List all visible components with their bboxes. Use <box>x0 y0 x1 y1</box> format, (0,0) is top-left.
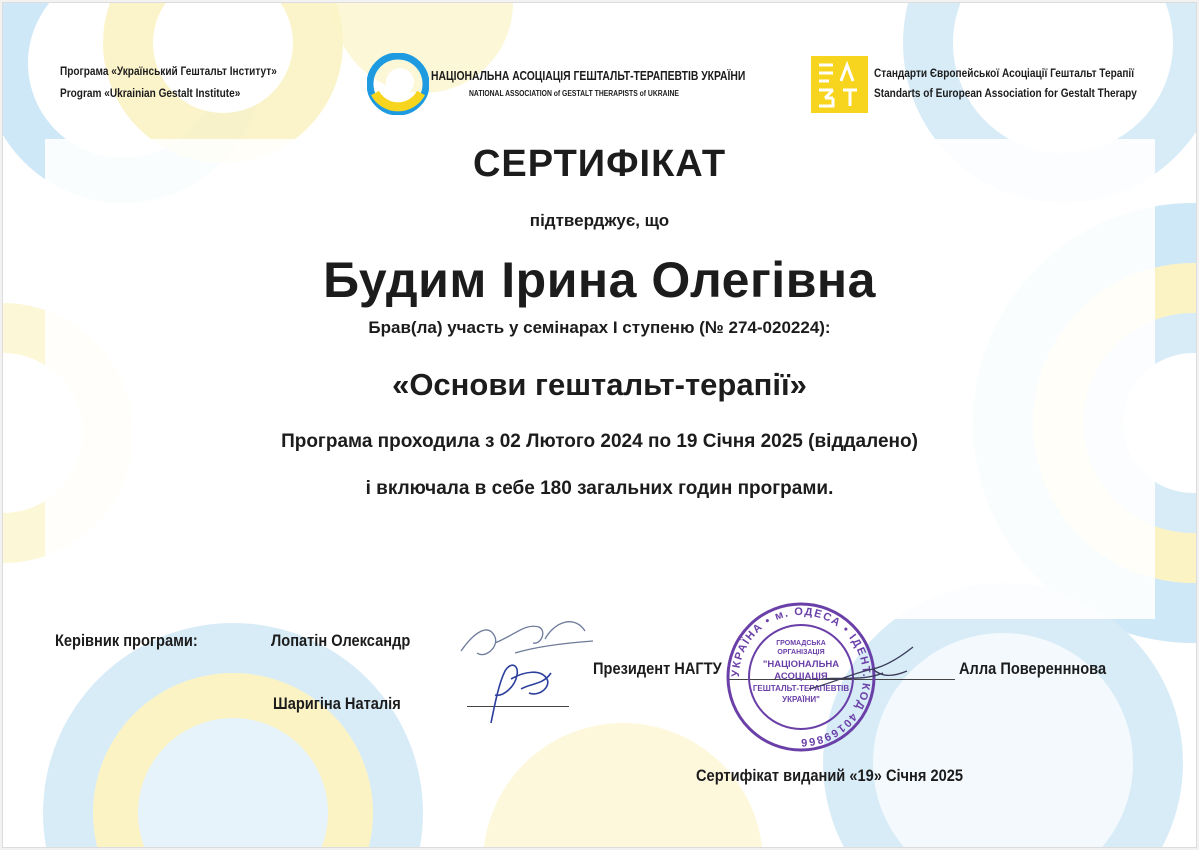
stamp-line-5: ГЕШТАЛЬТ-ТЕРАПЕВТІВ <box>752 684 850 693</box>
stamp-line-2: ОРГАНІЗАЦІЯ <box>777 649 825 656</box>
issue-date: Сертифікат виданий «19» Січня 2025 <box>696 766 964 785</box>
program-name-en: Program «Ukrainian Gestalt Institute» <box>60 86 241 100</box>
certificate-page <box>2 2 1197 848</box>
head-signature-icon <box>455 613 605 728</box>
association-name-en: NATIONAL ASSOCIATION of GESTALT THERAPISTS of UKRAINE <box>469 89 679 98</box>
participation-text: Брав(ла) участь у семінарах I ступеню (№ 274-020224): <box>368 318 831 337</box>
president-label: Президент НАГТУ <box>593 659 722 678</box>
stamp-line-3: "НАЦІОНАЛЬНА <box>762 659 840 670</box>
program-name-uk: Програма «Український Гештальт Інститут» <box>60 64 277 78</box>
course-title: «Основи гештальт-терапії» <box>392 367 807 402</box>
standards-en: Standarts of European Association for Gestalt Therapy <box>874 86 1137 100</box>
eagt-logo-icon <box>811 56 868 113</box>
stamp-line-4: АСОЦІАЦІЯ <box>774 671 828 682</box>
stamp-outer-text: УКРАЇНА • м. ОДЕСА • ІДЕНТ. КОД 40169866 <box>729 605 873 749</box>
standards-uk: Стандарти Європейської Асоціації Гештальт Терапії <box>874 66 1135 80</box>
stamp-line-6: УКРАЇНИ" <box>782 695 820 704</box>
association-logo-icon <box>367 53 429 115</box>
confirms-text: підтверджує, що <box>529 211 670 230</box>
program-hours: і включала в себе 180 загальних годин програми. <box>365 478 834 499</box>
stamp-line-1: ГРОМАДСЬКА <box>776 640 826 647</box>
head-name-1: Лопатін Олександр <box>271 631 411 650</box>
recipient-name: Будим Ірина Олегівна <box>323 252 876 308</box>
president-name: Алла Поверенннова <box>959 659 1107 678</box>
certificate-title: СЕРТИФІКАТ <box>472 143 727 185</box>
president-signature-icon <box>803 633 933 703</box>
association-name-uk: НАЦІОНАЛЬНА АСОЦІАЦІЯ ГЕШТАЛЬТ-ТЕРАПЕВТІВ УКРАЇНИ <box>431 69 746 83</box>
program-period: Програма проходила з 02 Лютого 2024 по 19 Січня 2025 (віддалено) <box>281 431 918 452</box>
head-label: Керівник програми: <box>55 631 198 650</box>
head-name-2: Шаригіна Наталія <box>273 694 401 713</box>
